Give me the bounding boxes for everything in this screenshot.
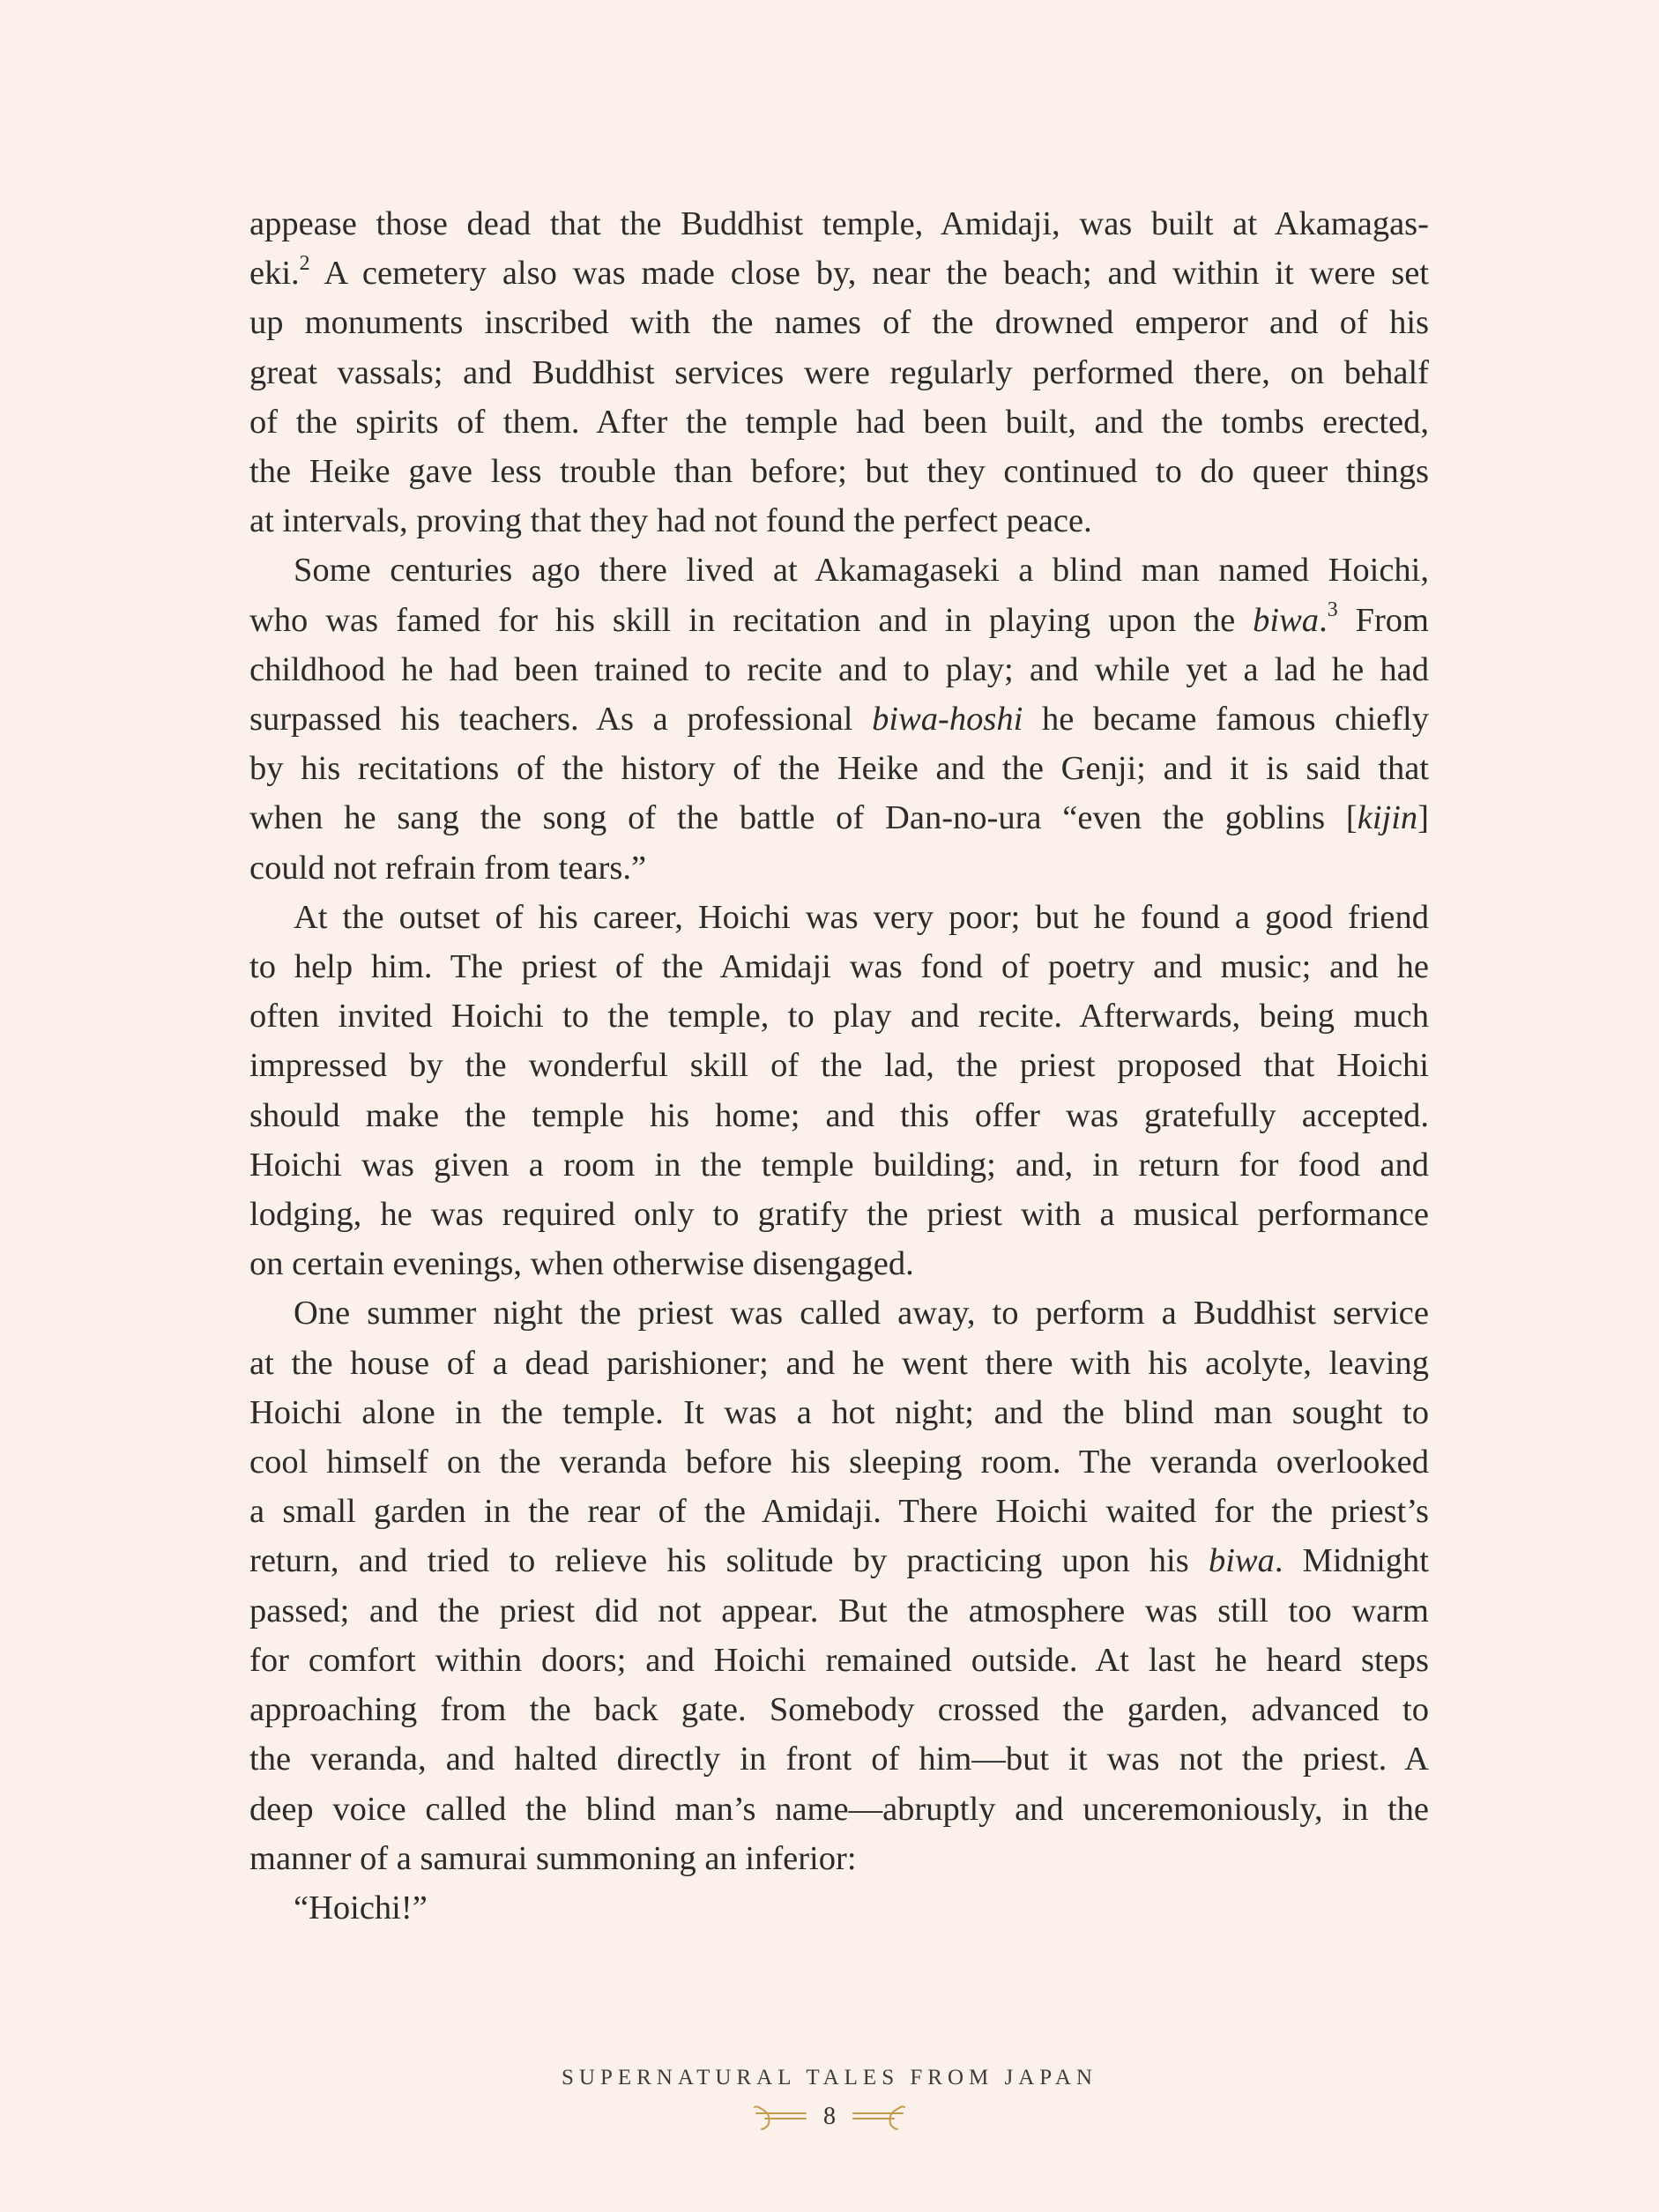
text-line: often invited Hoichi to the temple, to play and recite. Afterwards, being much [249,998,1429,1035]
paragraph [249,1883,1429,1933]
branch-ornament-left-icon [753,2101,809,2133]
text-line: cool himself on the veranda before his sleeping room. The veranda overlooked [249,1444,1429,1481]
branch-ornament-right-icon [850,2101,906,2133]
text-line: eki.$^2$ A cemetery also was made close by, near the beach; and within it were set [249,252,1429,293]
page-number-area [0,2101,1659,2133]
running-footer: SUPERNATURAL TALES FROM JAPAN [562,2066,1097,2090]
text-line: “Hoichi!” [294,1889,428,1926]
text-line: of the spirits of them. After the temple had been built, and the tombs erected, [249,403,1429,441]
text-line: lodging, he was required only to gratify the priest with a musical performance [249,1196,1429,1234]
text-line: by his recitations of the history of the Heike and the Genji; and it is said that [249,750,1429,788]
paragraph [249,893,1429,1289]
text-line: Hoichi was given a room in the temple building; and, in return for food and [249,1146,1429,1184]
text-line: to help him. The priest of the Amidaji was fond of poetry and music; and he [249,948,1429,986]
text-line: when he sang the song of the battle of Dan-no-ura “even the goblins [kijin] [249,799,1429,837]
text-line: approaching from the back gate. Somebody crossed the garden, advanced to [249,1691,1429,1729]
body-text [249,199,1429,1933]
paragraph [249,199,1429,546]
paragraph [249,546,1429,892]
text-line: at the house of a dead parishioner; and he went there with his acolyte, leaving [249,1344,1429,1382]
paragraph [249,1288,1429,1882]
text-line: At the outset of his career, Hoichi was very poor; but he found a good friend [294,898,1429,936]
text-line: the veranda, and halted directly in front of him—but it was not the priest. A [249,1741,1429,1778]
text-line: a small garden in the rear of the Amidaji. There Hoichi waited for the priest’s [249,1493,1429,1531]
text-line: childhood he had been trained to recite and to play; and while yet a lad he had [249,650,1429,688]
text-line: deep voice called the blind man’s name—abruptly and unceremoniously, in the [249,1790,1429,1828]
text-line: manner of a samurai summoning an inferior: [249,1839,857,1877]
text-line: up monuments inscribed with the names of the drowned emperor and of his [249,304,1429,342]
text-line: appease those dead that the Buddhist temple, Amidaji, was built at Akamagas- [249,205,1429,242]
text-line: the Heike gave less trouble than before; but they continued to do queer things [249,453,1429,491]
text-line: who was famed for his skill in recitation and in playing upon the biwa.$^3$ From [249,598,1429,639]
text-line: great vassals; and Buddhist services were regularly performed there, on behalf [249,353,1429,391]
text-line: return, and tried to relieve his solitude by practicing upon his biwa. Midnight [249,1542,1429,1580]
text-line: for comfort within doors; and Hoichi remained outside. At last he heard steps [249,1641,1429,1679]
text-line: Some centuries ago there lived at Akamagaseki a blind man named Hoichi, [294,552,1429,590]
text-line: One summer night the priest was called away, to perform a Buddhist service [294,1295,1429,1332]
text-line: at intervals, proving that they had not found the perfect peace. [249,502,1092,540]
text-line: surpassed his teachers. As a professional biwa-hoshi he became famous chiefly [249,701,1429,739]
text-line: Hoichi alone in the temple. It was a hot night; and the blind man sought to [249,1393,1429,1431]
text-line: on certain evenings, when otherwise disengaged. [249,1245,914,1283]
text-line: impressed by the wonderful skill of the lad, the priest proposed that Hoichi [249,1047,1429,1085]
footnote-ref: 3 [1327,598,1338,622]
text-line: should make the temple his home; and this offer was gratefully accepted. [249,1096,1429,1134]
page-number: 8 [823,2103,836,2130]
text-line: passed; and the priest did not appear. But the atmosphere was still too warm [249,1592,1429,1629]
footnote-ref: 2 [299,252,310,275]
text-line: could not refrain from tears.” [249,849,647,887]
